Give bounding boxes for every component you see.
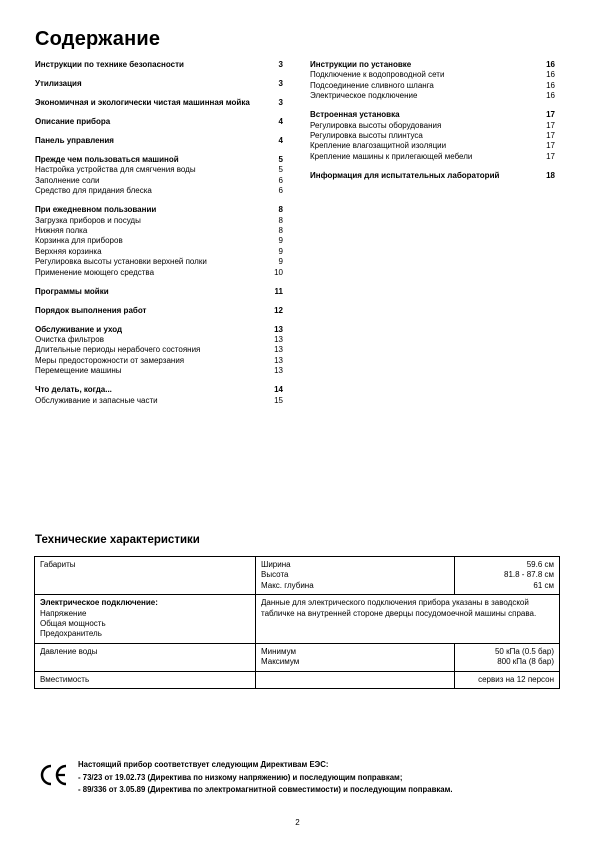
directives-line: Настоящий прибор соответствует следующим Директивам ЕЭС: — [78, 760, 329, 769]
toc-entry — [35, 216, 283, 226]
spec-label-cell — [35, 557, 256, 595]
directives-line: - 73/23 от 19.02.73 (Директива по низкому напряжению) и последующим поправкам; — [78, 772, 403, 782]
toc-page-number: 8 — [278, 215, 283, 225]
spec-parameter: Макс. глубина — [261, 580, 314, 590]
toc-entry-text: Порядок выполнения работ — [35, 305, 147, 315]
spec-parameter: Минимум — [261, 646, 297, 656]
toc-entry-text: Обслуживание и уход — [35, 324, 123, 334]
toc-page-number: 17 — [546, 141, 555, 151]
toc-group — [310, 171, 555, 181]
toc-page-number: 13 — [274, 335, 283, 345]
toc-entry-text: Крепление влагозащитной изоляции — [310, 141, 447, 151]
toc-entry-text: Подключение к водопроводной сети — [310, 70, 445, 80]
spec-value: 800 кПа (8 бар) — [497, 657, 554, 667]
toc-group — [35, 79, 283, 89]
spec-parameter: Ширина — [261, 560, 291, 569]
table-of-contents-left — [35, 60, 283, 415]
toc-page-number: 3 — [278, 98, 283, 107]
toc-page-number: 5 — [278, 155, 283, 164]
toc-entry — [310, 91, 555, 101]
spec-label: Электрическое подключение: — [40, 598, 158, 608]
toc-page-number: 4 — [278, 117, 283, 126]
toc-page-number: 6 — [278, 175, 283, 185]
toc-group — [35, 205, 283, 278]
toc-page-number: 15 — [274, 395, 283, 405]
toc-entry-text: Регулировка высоты плинтуса — [310, 131, 423, 141]
spec-label-cell — [35, 595, 256, 644]
toc-entry — [310, 81, 555, 91]
toc-page-number: 9 — [278, 257, 283, 267]
toc-entry — [310, 141, 555, 151]
toc-heading — [35, 155, 283, 165]
toc-entry — [35, 236, 283, 246]
toc-entry-text: Верхняя корзинка — [35, 246, 102, 256]
spec-value: 50 кПа (0.5 бар) — [494, 646, 554, 656]
toc-page-number: 5 — [278, 165, 283, 175]
spec-parameter: Высота — [261, 570, 289, 580]
spec-parameter-cell — [256, 557, 455, 595]
toc-entry — [35, 366, 283, 376]
toc-heading — [35, 385, 283, 395]
toc-heading — [35, 136, 283, 146]
toc-page-number: 8 — [278, 226, 283, 236]
table-of-contents-right — [310, 60, 555, 190]
toc-entry — [35, 165, 283, 175]
spec-label: Давление воды — [40, 646, 98, 656]
spec-value: 59.6 см — [526, 560, 554, 569]
toc-entry-text: Описание прибора — [35, 117, 111, 126]
spec-value: 61 см — [533, 580, 554, 590]
toc-entry — [35, 247, 283, 257]
toc-entry — [310, 152, 555, 162]
toc-page-number: 9 — [278, 246, 283, 256]
toc-entry-text: Очистка фильтров — [35, 335, 104, 345]
toc-group — [35, 155, 283, 197]
toc-heading — [35, 117, 283, 127]
toc-entry-text: Нижняя полка — [35, 226, 88, 236]
toc-group — [35, 325, 283, 377]
toc-page-number: 9 — [278, 236, 283, 246]
toc-group — [35, 306, 283, 316]
toc-page-number: 10 — [274, 267, 283, 277]
toc-entry — [310, 121, 555, 131]
toc-entry-text: Встроенная установка — [310, 110, 400, 120]
spec-label: Вместимость — [40, 674, 90, 684]
directives-line: - 89/336 от 3.05.89 (Директива по электромагнитной совместимости) и последующим поправкам. — [78, 785, 453, 795]
toc-entry — [35, 226, 283, 236]
page-number: 2 — [295, 818, 300, 827]
spec-value: 81.8 - 87.8 см — [504, 570, 554, 580]
spec-label: Предохранитель — [40, 629, 102, 639]
toc-heading — [35, 287, 283, 297]
toc-entry — [35, 176, 283, 186]
toc-entry-text: Электрическое подключение — [310, 91, 418, 101]
toc-entry-text: Применение моющего средства — [35, 267, 155, 277]
toc-page-number: 18 — [546, 170, 555, 180]
toc-page-number: 4 — [278, 136, 283, 145]
toc-heading — [35, 306, 283, 316]
table-row — [35, 595, 560, 644]
table-row — [35, 643, 560, 671]
toc-entry-text: Крепление машины к прилегающей мебели — [310, 151, 473, 161]
toc-page-number: 17 — [546, 151, 555, 161]
toc-entry — [310, 131, 555, 141]
toc-entry — [310, 70, 555, 80]
toc-page-number: 16 — [546, 91, 555, 101]
toc-group — [310, 60, 555, 102]
toc-entry-text: Обслуживание и запасные части — [35, 395, 158, 405]
toc-heading — [35, 325, 283, 335]
toc-group — [35, 287, 283, 297]
toc-entry-text: Панель управления — [35, 136, 114, 145]
toc-entry-text: Длительные периоды нерабочего состояния — [35, 345, 201, 355]
toc-entry-text: При ежедневном пользовании — [35, 205, 157, 215]
table-row — [35, 557, 560, 595]
toc-entry-text: Прежде чем пользоваться машиной — [35, 155, 179, 164]
specs-title: Технические характеристики — [35, 534, 200, 546]
toc-entry-text: Настройка устройства для смягчения воды — [35, 165, 196, 175]
toc-entry-text: Меры предосторожности от замерзания — [35, 355, 185, 365]
spec-label-cell — [35, 671, 256, 688]
toc-group — [35, 136, 283, 146]
toc-page-number: 17 — [546, 131, 555, 141]
toc-entry-text: Заполнение соли — [35, 175, 100, 185]
spec-label: Напряжение — [40, 608, 87, 618]
toc-page-number: 16 — [546, 60, 555, 69]
toc-page-number: 17 — [546, 120, 555, 130]
spec-value-cell — [455, 671, 560, 688]
toc-entry-text: Корзинка для приборов — [35, 236, 123, 246]
toc-page-number: 14 — [274, 385, 283, 395]
toc-entry-text: Что делать, когда... — [35, 385, 112, 395]
toc-group — [310, 110, 555, 162]
toc-page-number: 13 — [274, 355, 283, 365]
directives-text — [78, 759, 453, 797]
toc-entry-text: Программы мойки — [35, 286, 109, 296]
spec-label-cell — [35, 643, 256, 671]
page-title: Содержание — [35, 28, 161, 50]
toc-page-number: 6 — [278, 186, 283, 196]
toc-heading — [310, 60, 555, 70]
toc-page-number: 3 — [278, 79, 283, 88]
toc-entry-text: Инструкции по установке — [310, 60, 412, 69]
spec-parameter-cell — [256, 643, 455, 671]
toc-heading — [35, 205, 283, 215]
toc-entry-text: Регулировка высоты оборудования — [310, 120, 442, 130]
toc-entry — [35, 396, 283, 406]
toc-entry — [35, 335, 283, 345]
spec-value-cell — [455, 557, 560, 595]
spec-value: сервиз на 12 персон — [478, 674, 554, 684]
spec-note-cell: Данные для электрического подключения прибора указаны в заводской табличке на внутренней стороне дверцы посудомоечной машины справа. — [256, 595, 560, 644]
toc-page-number: 13 — [274, 345, 283, 355]
toc-page-number: 13 — [274, 324, 283, 334]
ce-mark-icon — [37, 763, 69, 787]
toc-heading — [35, 98, 283, 108]
toc-entry — [35, 257, 283, 267]
toc-entry-text: Загрузка приборов и посуды — [35, 215, 141, 225]
toc-page-number: 17 — [546, 110, 555, 120]
toc-entry — [35, 345, 283, 355]
toc-page-number: 8 — [278, 205, 283, 215]
toc-page-number: 12 — [274, 305, 283, 315]
spec-label: Габариты — [40, 560, 76, 569]
table-row — [35, 671, 560, 688]
toc-entry-text: Инструкции по технике безопасности — [35, 60, 184, 69]
specs-table — [34, 556, 560, 689]
toc-entry — [35, 356, 283, 366]
toc-entry-text: Экономичная и экологически чистая машинная мойка — [35, 98, 250, 107]
toc-page-number: 13 — [274, 366, 283, 376]
toc-entry-text: Информация для испытательных лабораторий — [310, 170, 500, 180]
toc-group — [35, 60, 283, 70]
toc-heading — [310, 171, 555, 181]
toc-entry-text: Утилизация — [35, 79, 82, 88]
spec-parameter-cell — [256, 671, 455, 688]
toc-heading — [35, 60, 283, 70]
toc-heading — [310, 110, 555, 120]
toc-entry-text: Подсоединение сливного шланга — [310, 80, 434, 90]
toc-page-number: 16 — [546, 80, 555, 90]
spec-label: Общая мощность — [40, 619, 106, 629]
spec-parameter: Максимум — [261, 657, 300, 667]
toc-page-number: 3 — [278, 60, 283, 69]
spec-value-cell — [455, 643, 560, 671]
toc-entry — [35, 186, 283, 196]
toc-page-number: 11 — [274, 286, 283, 296]
toc-group — [35, 385, 283, 406]
toc-group — [35, 117, 283, 127]
toc-entry — [35, 268, 283, 278]
toc-page-number: 16 — [546, 70, 555, 80]
toc-entry-text: Средство для придания блеска — [35, 186, 152, 196]
toc-group — [35, 98, 283, 108]
toc-heading — [35, 79, 283, 89]
toc-entry-text: Регулировка высоты установки верхней полки — [35, 257, 207, 267]
toc-entry-text: Перемещение машины — [35, 366, 122, 376]
